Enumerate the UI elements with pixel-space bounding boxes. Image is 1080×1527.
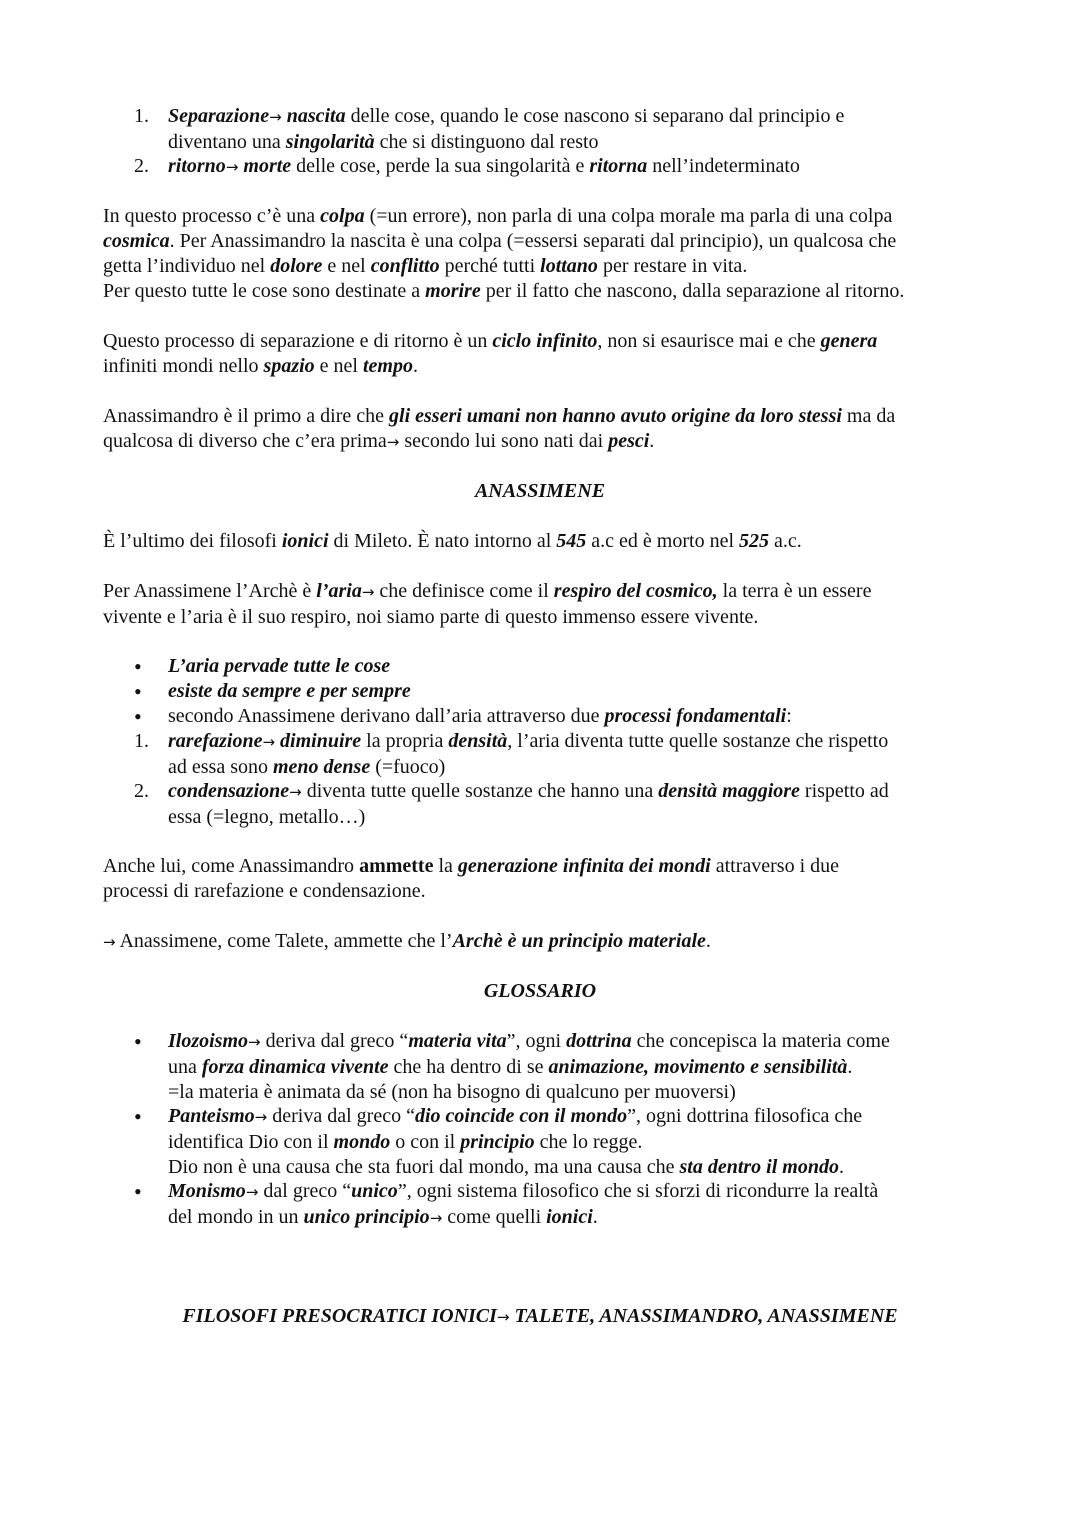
- arrow-icon: →: [289, 783, 302, 801]
- list-number: 1.: [134, 105, 149, 127]
- arrow-icon: →: [248, 1033, 261, 1051]
- arrow-icon: →: [225, 158, 239, 176]
- paragraph-pesci: Anassimandro è il primo a dire che gli esseri umani non hanno avuto origine da loro stessi ma da qualcosa di diverso che c’era prima→ secondo lui sono nati dai pesci.: [103, 405, 896, 452]
- paragraph-generazione: Anche lui, come Anassimandro ammette la generazione infinita dei mondi attraverso i due processi di rarefazione e condensazione.: [103, 855, 839, 902]
- paragraph-aria: Per Anassimene l’Archè è l’aria→ che definisce come il respiro del cosmico, la terra è un essere vivente e l’aria è il suo respiro, noi siamo parte di questo immenso essere vivente.: [103, 580, 872, 628]
- bullet-icon: •: [134, 679, 142, 704]
- paragraph-ciclo: Questo processo di separazione e di ritorno è un ciclo infinito, non si esaurisce mai e che genera infiniti mondi nello spazio e nel tempo.: [103, 330, 878, 377]
- arrow-icon: →: [269, 108, 282, 126]
- arrow-icon: →: [103, 933, 116, 951]
- footer-summary-heading: FILOSOFI PRESOCRATICI IONICI→ TALETE, ANASSIMANDRO, ANASSIMENE: [182, 1305, 898, 1327]
- section-heading-glossario: GLOSSARIO: [483, 980, 597, 1002]
- glossary-item-ilozoismo: Ilozoismo→ deriva dal greco “materia vita”, ogni dottrina che concepisca la materia come una forza dinamica vivente che ha dentro di se animazione, movimento e sensibilità. =la materia è animata da sé (non ha bisogno di qualcuno per muoversi): [168, 1030, 890, 1103]
- bullet-icon: •: [134, 1104, 142, 1129]
- list-item-ritorno: ritorno→ morte delle cose, perde la sua singolarità e ritorna nell’indeterminato: [168, 155, 800, 177]
- paragraph-principio-materiale: → Anassimene, come Talete, ammette che l’Archè è un principio materiale.: [103, 930, 711, 952]
- bullet-item: esiste da sempre e per sempre: [168, 680, 411, 702]
- arrow-icon: →: [386, 433, 400, 451]
- list-item-separazione: Separazione→ nascita delle cose, quando le cose nascono si separano dal principio e diventano una singolarità che si distinguono dal resto: [168, 105, 845, 153]
- arrow-icon: →: [245, 1183, 259, 1201]
- list-item-rarefazione: rarefazione→ diminuire la propria densità, l’aria diventa tutte quelle sostanze che rispetto ad essa sono meno dense (=fuoco): [168, 730, 889, 778]
- bullet-item: L’aria pervade tutte le cose: [168, 655, 391, 677]
- arrow-icon: →: [361, 583, 375, 601]
- section-heading-anassimene: ANASSIMENE: [474, 480, 606, 502]
- glossary-item-monismo: Monismo→ dal greco “unico”, ogni sistema filosofico che si sforzi di ricondurre la realtà del mondo in un unico principio→ come quelli ionici.: [168, 1180, 879, 1228]
- bullet-icon: •: [134, 1029, 142, 1054]
- paragraph-colpa: In questo processo c’è una colpa (=un errore), non parla di una colpa morale ma parla di una colpa cosmica. Per Anassimandro la nascita è una colpa (=essersi separati dal principio), un qualcosa che getta l’individuo nel dolore e nel conflitto perché tutti lottano per restare in vita. Per questo tutte le cose sono destinate a morire per il fatto che nascono, dalla separazione al ritorno.: [103, 205, 905, 302]
- arrow-icon: →: [262, 733, 276, 751]
- bullet-icon: •: [134, 704, 142, 729]
- bullet-icon: •: [134, 1179, 142, 1204]
- list-number: 1.: [134, 730, 149, 752]
- list-number: 2.: [134, 155, 149, 177]
- bullet-icon: •: [134, 654, 142, 679]
- paragraph-mileto: È l’ultimo dei filosofi ionici di Mileto. È nato intorno al 545 a.c ed è morto nel 525 a.c.: [103, 530, 802, 552]
- glossary-item-panteismo: Panteismo→ deriva dal greco “dio coincide con il mondo”, ogni dottrina filosofica che identifica Dio con il mondo o con il principio che lo regge. Dio non è una causa che sta fuori dal mondo, ma una causa che sta dentro il mondo.: [168, 1105, 863, 1178]
- arrow-icon: →: [429, 1209, 443, 1227]
- bullet-item: secondo Anassimene derivano dall’aria attraverso due processi fondamentali:: [168, 705, 792, 727]
- arrow-icon: →: [254, 1108, 268, 1126]
- arrow-icon: →: [496, 1308, 510, 1326]
- list-number: 2.: [134, 780, 149, 802]
- list-item-condensazione: condensazione→ diventa tutte quelle sostanze che hanno una densità maggiore rispetto ad essa (=legno, metallo…): [168, 780, 889, 828]
